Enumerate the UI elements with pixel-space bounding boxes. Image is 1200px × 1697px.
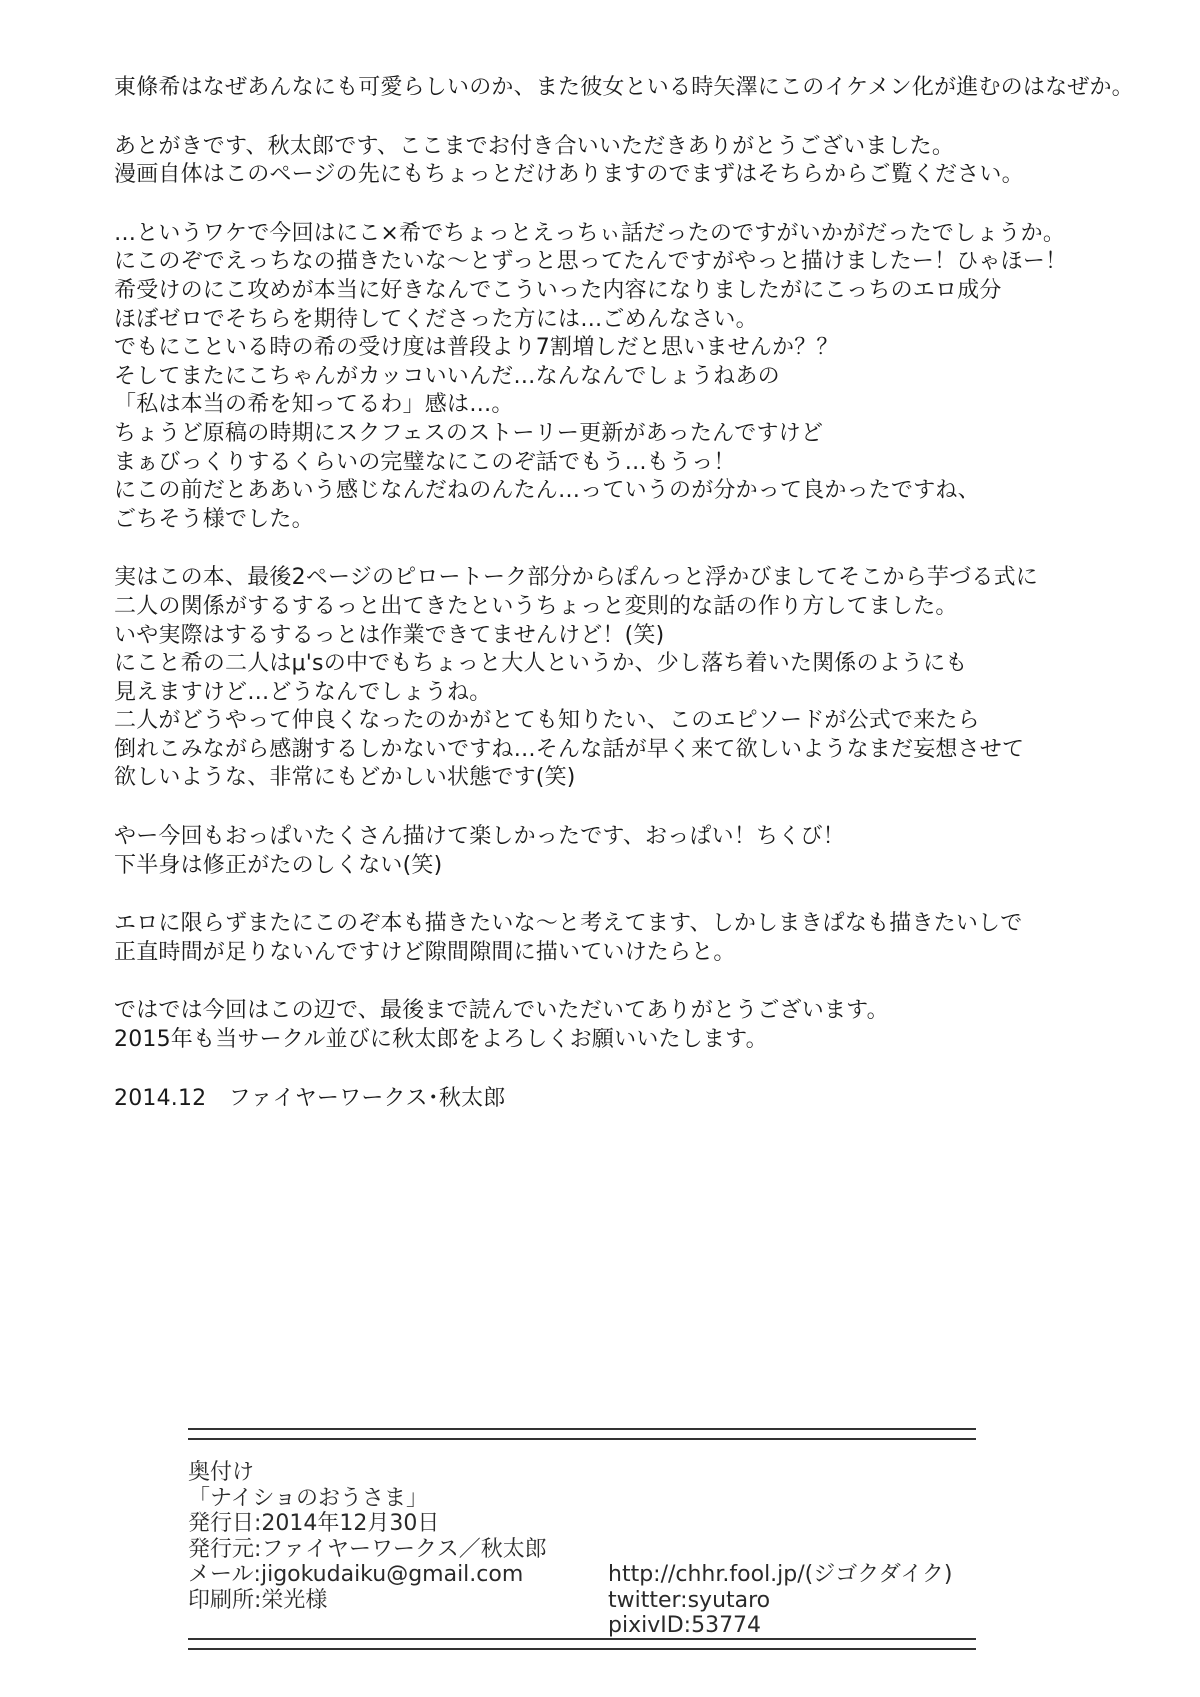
text-line: にこの前だとああいう感じなんだねのんたん…っていうのが分かって良かったですね、 bbox=[114, 478, 980, 504]
text-line: にこのぞでえっちなの描きたいな～とずっと思ってたんですがやっと描けましたー！ひゃほー！ bbox=[114, 249, 1068, 275]
paragraph bbox=[114, 1085, 1174, 1114]
colophon-left bbox=[188, 1460, 547, 1613]
text-line: いや実際はするするっとは作業できてませんけど！(笑) bbox=[114, 622, 665, 648]
text-line: 二人の関係がするするっと出てきたというちょっと変則的な話の作り方してました。 bbox=[114, 593, 958, 619]
book-title: 「ナイショのおうさま」 bbox=[188, 1485, 429, 1511]
colophon-right bbox=[608, 1562, 953, 1639]
paragraph bbox=[114, 564, 1174, 793]
text-line: でもにこといる時の希の受け度は普段より7割増しだと思いませんか？？ bbox=[114, 335, 839, 361]
afterword-text bbox=[114, 74, 1174, 1143]
text-line: ちょうど原稿の時期にスクフェスのストーリー更新があったんですけど bbox=[114, 420, 824, 446]
divider bbox=[188, 1428, 976, 1430]
website-url: http://chhr.fool.jp/(ジゴクダイク) bbox=[608, 1562, 953, 1587]
printer: 印刷所:栄光様 bbox=[188, 1587, 328, 1613]
paragraph bbox=[114, 74, 1174, 103]
text-line: 二人がどうやって仲良くなったのかがとても知りたい、このエピソードが公式で来たら bbox=[114, 708, 980, 734]
text-line: 下半身は修正がたのしくない(笑) bbox=[114, 852, 443, 878]
text-line: …というワケで今回はにこ×希でちょっとえっちぃ話だったのですがいかがだったでしょうか。 bbox=[114, 220, 1066, 246]
paragraph bbox=[114, 133, 1174, 190]
text-line: まぁびっくりするくらいの完璧なにこのぞ話でもう…もうっ！ bbox=[114, 449, 736, 475]
text-line: にこと希の二人はμ'sの中でもちょっと大人というか、少し落ち着いた関係のようにも bbox=[114, 651, 968, 677]
twitter-handle: twitter:syutaro bbox=[608, 1587, 771, 1613]
text-line: あとがきです、秋太郎です、ここまでお付き合いいただきありがとうございました。 bbox=[114, 133, 955, 159]
paragraph bbox=[114, 997, 1174, 1054]
text-line: 実はこの本、最後2ページのピロートーク部分からぽんっと浮かびましてそこから芋づる式に bbox=[114, 565, 1038, 591]
text-line: 2015年も当サークル並びに秋太郎をよろしくお願いいたします。 bbox=[114, 1027, 768, 1053]
divider bbox=[188, 1438, 976, 1440]
divider bbox=[188, 1638, 976, 1640]
paragraph bbox=[114, 823, 1174, 880]
text-line: 欲しいような、非常にもどかしい状態です(笑) bbox=[114, 765, 576, 791]
publisher: 発行元:ファイヤーワークス／秋太郎 bbox=[188, 1536, 547, 1562]
text-line: 「私は本当の希を知ってるわ」感は…。 bbox=[114, 392, 514, 418]
text-line: やー今回もおっぱいたくさん描けて楽しかったです、おっぱい！ちくび！ bbox=[114, 824, 845, 850]
colophon bbox=[188, 1428, 976, 1668]
divider bbox=[188, 1648, 976, 1650]
text-line: ほぼゼロでそちらを期待してくださった方には…ごめんなさい。 bbox=[114, 306, 758, 332]
text-line: ごちそう様でした。 bbox=[114, 506, 314, 532]
text-line: 希受けのにこ攻めが本当に好きなんでこういった内容になりましたがにこっちのエロ成分 bbox=[114, 277, 1002, 303]
text-line: 2014.12 ファイヤーワークス･秋太郎 bbox=[114, 1085, 506, 1111]
mail-address: メール:jigokudaiku@gmail.com bbox=[188, 1562, 524, 1587]
text-line: 見えますけど…どうなんでしょうね。 bbox=[114, 679, 492, 705]
pixiv-id: pixivID:53774 bbox=[608, 1613, 762, 1638]
text-line: 漫画自体はこのページの先にもちょっとだけありますのでまずはそちらからご覧ください。 bbox=[114, 162, 1024, 188]
paragraph bbox=[114, 220, 1174, 535]
publish-date: 発行日:2014年12月30日 bbox=[188, 1511, 440, 1536]
text-line: 正直時間が足りないんですけど隙間隙間に描いていけたらと。 bbox=[114, 939, 736, 965]
text-line: 倒れこみながら感謝するしかないですね…そんな話が早く来て欲しいようなまだ妄想させて bbox=[114, 736, 1025, 762]
text-line: 東條希はなぜあんなにも可愛らしいのか、また彼女といる時矢澤にこのイケメン化が進むのはなぜか。 bbox=[114, 75, 1134, 100]
text-line: エロに限らずまたにこのぞ本も描きたいな～と考えてます、しかしまきぱなも描きたいしで bbox=[114, 911, 1023, 937]
paragraph bbox=[114, 910, 1174, 967]
text-line: ではでは今回はこの辺で、最後まで読んでいただいてありがとうございます。 bbox=[114, 998, 889, 1024]
text-line: そしてまたにこちゃんがカッコいいんだ…なんなんでしょうねあの bbox=[114, 363, 780, 389]
colophon-heading: 奥付け bbox=[188, 1460, 255, 1485]
